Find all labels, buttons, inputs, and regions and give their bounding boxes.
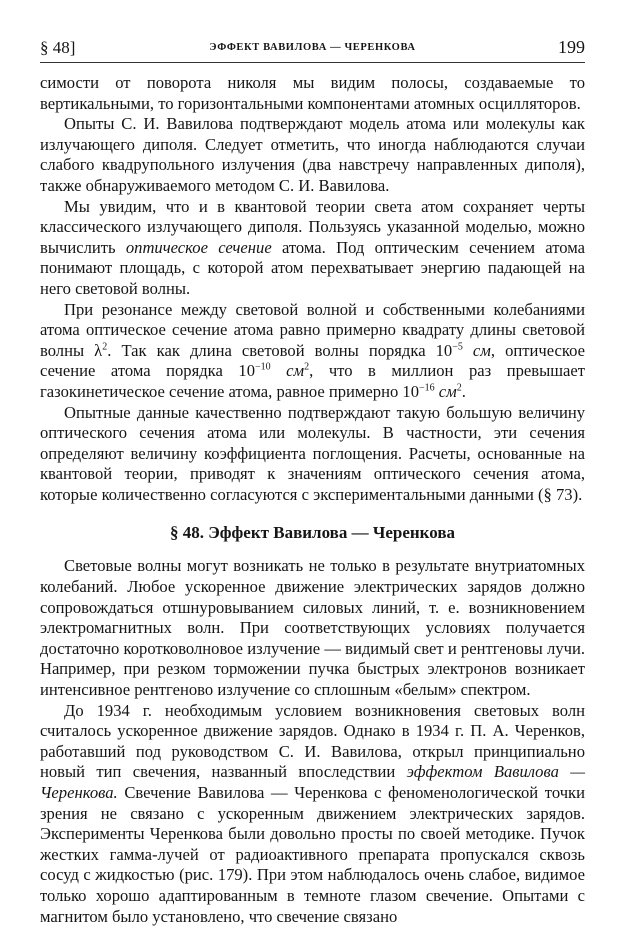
paragraph-text: симости от поворота николя мы видим полосы, создаваемые то вертикальными, то горизонтальными компонентами атомных осцилляторов. bbox=[40, 73, 585, 113]
paragraph-text: Опытные данные качественно подтверждают такую большую величину оптического сечения атома или молекулы. В частности, эти сечения определяют величину коэффициента поглощения. Расчеты, основанные на квантовой теории, приводят к значениям оптического сечения атома, которые количественно согласуются с экспериментальными данными (§ 73). bbox=[40, 402, 585, 504]
unit: см bbox=[270, 361, 305, 381]
paragraph-text: атома. Под оптическим сечением атома понимают площадь, с которой атом перехватывает энергию падающей на него световой волны. bbox=[40, 237, 585, 298]
paragraph bbox=[40, 701, 585, 928]
paragraph bbox=[40, 197, 585, 300]
paragraph-text: . Так как длина световой волны порядка 10 bbox=[107, 340, 453, 360]
page-number: 199 bbox=[558, 37, 585, 57]
superscript: −16 bbox=[419, 382, 435, 394]
paragraph-text: , оптическое сечение атома порядка 10 bbox=[40, 340, 585, 381]
paragraph-text: До 1934 г. необходимым условием возникновения световых волн считалось ускоренное движение зарядов. Однако в 1934 г. П. А. Черенков, работавший под руководством С. И. Вавилова, открыл принципиально новый тип свечения, названный впоследствии bbox=[40, 700, 585, 782]
book-page bbox=[40, 36, 585, 927]
italic-term: оптическое сечение bbox=[125, 237, 272, 257]
paragraph-text: . bbox=[461, 381, 466, 401]
paragraph-text: , что в миллион раз превышает газокинетическое сечение атома, равное примерно 10 bbox=[40, 361, 585, 401]
paragraph-continued bbox=[40, 73, 585, 114]
superscript: −10 bbox=[255, 361, 271, 373]
paragraph bbox=[40, 403, 585, 506]
section-heading: § 48. Эффект Вавилова — Черенкова bbox=[170, 523, 455, 543]
paragraph-text: Мы увидим, что и в квантовой теории света атом сохраняет черты классического излучающего диполя. Пользуясь указанной моделью, можно вычислить bbox=[40, 196, 585, 257]
header-running-title: ЭФФЕКТ ВАВИЛОВА — ЧЕРЕНКОВА bbox=[209, 42, 416, 53]
unit: см bbox=[462, 340, 491, 360]
paragraph-text: При резонансе между световой волной и собственными колебаниями атома оптическое сечение атома равно примерно квадрату длины световой волны λ bbox=[40, 299, 585, 360]
superscript: 2 bbox=[102, 341, 108, 353]
header-section-ref: § 48] bbox=[40, 38, 76, 57]
paragraph bbox=[40, 556, 585, 700]
superscript: −5 bbox=[452, 341, 463, 353]
unit: см bbox=[434, 381, 457, 401]
paragraph-text: Опыты С. И. Вавилова подтверждают модель атома или молекулы как излучающего диполя. Следует отметить, что иногда наблюдаются случаи слабого квадрупольного излучения (два навстречу направленных диполя), также обнаруживаемого методом С. И. Вавилова. bbox=[40, 114, 585, 195]
running-header bbox=[40, 36, 585, 63]
paragraph-text: Свечение Вавилова — Черенкова с феноменологической точки зрения не связано с ускоренным движением электрических зарядов. Эксперименты Черенкова были довольно просты по своей методике. Пучок жестких гамма-лучей от радиоактивного препарата пропускался сквозь сосуд с жидкостью (рис. 179). При этом наблюдалось очень слабое, видимое только хорошо адаптированным в темноте глазом свечение. Опытами с магнитом было установлено, что свечение связано bbox=[40, 783, 585, 926]
paragraph bbox=[40, 114, 585, 196]
italic-term: эффектом Вавилова — Черенкова. bbox=[40, 762, 585, 802]
paragraph-text: Световые волны могут возникать не только в результате внутриатомных колебаний. Любое ускоренное движение электрических зарядов должно сопровождаться отшнуровыванием силовых линий, т. е. возникновением электромагнитных волн. При соответствующих условиях получается достаточно коротковолновое излучение — видимый свет и рентгеновы лучи. Например, при резком торможении пучка быстрых электронов возникает интенсивное рентгеново излучение со сплошным «белым» спектром. bbox=[40, 556, 585, 700]
superscript: 2 bbox=[456, 382, 462, 394]
paragraph bbox=[40, 300, 585, 403]
superscript: 2 bbox=[304, 361, 310, 373]
